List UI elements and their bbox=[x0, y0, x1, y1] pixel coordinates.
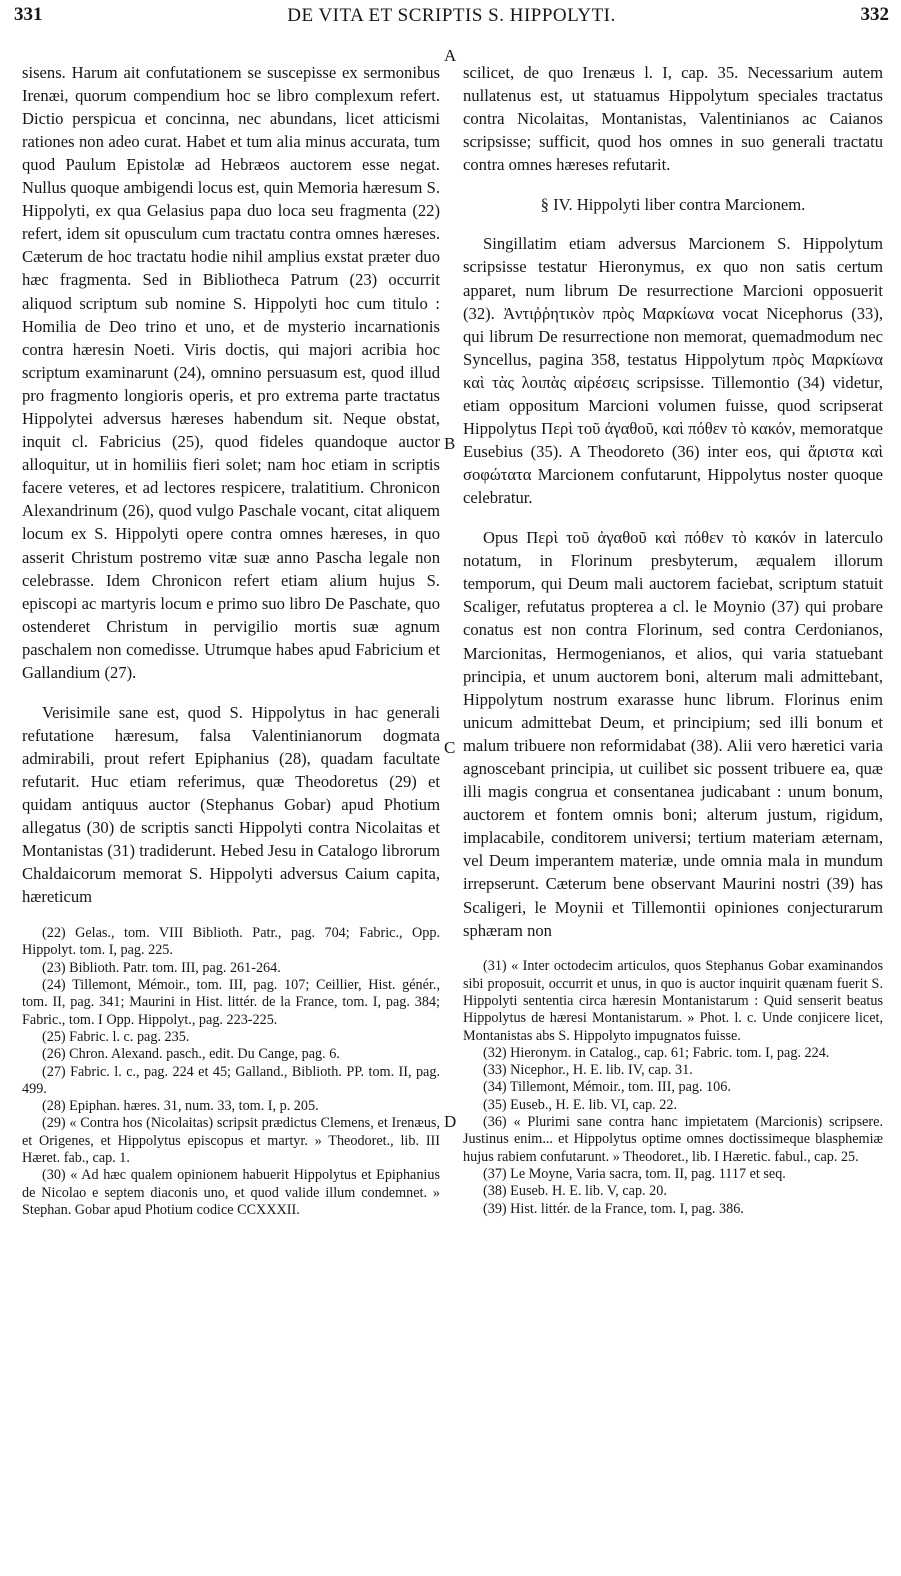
footnote-27: (27) Fabric. l. c., pag. 224 et 45; Galland., Biblioth. PP. tom. II, pag. 499. bbox=[22, 1063, 440, 1097]
left-body-text bbox=[22, 61, 440, 909]
footnote-31: (31) « Inter octodecim articulos, quos Stephanus Gobar examinandos sibi proposuit, occurrit et unus, in quo is auctor inquirit quænam fuerit S. Hippolyti sententia circa hæresin Montanistarum : Quid senserit beatus Hippolytus de hæresi Montanistarum. » Phot. l. c. Unde conjicere licet, Montanistas abs S. Hippolyto impugnatos fuisse. bbox=[463, 958, 883, 1044]
page-header bbox=[14, 4, 889, 34]
right-paragraph-1: Singillatim etiam adversus Marcionem S. Hippolytum scripsisse testatur Hieronymus, ex quo non satis certum apparet, num librum De resurrectione Marcioni opposuerit (32). Ἀντιῤῥητικὸν πρὸς Μαρκίωνα vocat Nicephorus (33), qui librum De resurrectione non memorat, quemadmodum nec Syncellus, pagina 358, testatus Hippolytum πρὸς Μαρκίωνα καὶ τὰς λοιπὰς αἱρέσεις scripsisse. Tillemontio (34) videtur, etiam oppositum Marcioni volumen fuisse, quod scripserat Hippolytus Περὶ τοῦ ἀγαθοῦ, καὶ πόθεν τὸ κακόν, memoratque Eusebius (35). A Theodoreto (36) inter eos, qui ἄριστα καὶ σοφώτατα Marcionem confutarunt, Hippolytus noster quoque celebratur. bbox=[463, 234, 883, 508]
footnote-28: (28) Epiphan. hæres. 31, num. 33, tom. I, p. 205. bbox=[42, 1098, 319, 1115]
right-column bbox=[463, 44, 883, 1218]
section-heading: § IV. Hippolyti liber contra Marcionem. bbox=[540, 194, 806, 214]
footnote-25: (25) Fabric. l. c. pag. 235. bbox=[42, 1028, 190, 1045]
margin-marker-d: D bbox=[444, 1112, 457, 1131]
footnote-37: (37) Le Moyne, Varia sacra, tom. II, pag. 1117 et seq. bbox=[483, 1165, 786, 1182]
right-body-text bbox=[463, 61, 883, 942]
page-number-right: 332 bbox=[860, 4, 889, 25]
margin-marker-b: B bbox=[444, 434, 456, 453]
footnote-39: (39) Hist. littér. de la France, tom. I, pag. 386. bbox=[483, 1200, 744, 1217]
footnote-33: (33) Nicephor., H. E. lib. IV, cap. 31. bbox=[483, 1062, 693, 1079]
footnote-34: (34) Tillemont, Mémoir., tom. III, pag. 106. bbox=[483, 1079, 731, 1096]
footnote-36: (36) « Plurimi sane contra hanc impietatem (Marcionis) scripsere. Justinus enim... et Hippolytus optime omnes doctissimeque blasphemiæ hujus rabiem confutarunt. » Theodoret., lib. I Hæretic. fabul., cap. 25. bbox=[463, 1114, 883, 1165]
right-intro-paragraph: scilicet, de quo Irenæus l. I, cap. 35. Necessarium autem nullatenus est, ut statuamus Hippolytum speciales tractatus contra Nicolaitas, Montanistas, Valentinianos ac Caianos scripsisse; sufficit, quod hos omnes in suo generali tractatu contra omnes hæreses refutarit. bbox=[463, 62, 883, 174]
left-paragraph-2: Verisimile sane est, quod S. Hippolytus in hac generali refutatione hæresum, falsa Valentinianorum dogmata admirabili, prout refert Epiphanius (28), quadam facultate refutarit. Huc etiam referimus, quæ Theodoretus (29) et quidam antiquus auctor (Stephanus Gobar) apud Photium allegatus (30) de scriptis sancti Hippolyti contra Nicolaitas et Montanistas (31) tradiderunt. Hebed Jesu in Catalogo librorum Chaldaicorum memorat S. Hippolyti adversus Caium capita, hæreticum bbox=[22, 702, 440, 907]
right-paragraph-2: Opus Περὶ τοῦ ἀγαθοῦ καὶ πόθεν τὸ κακόν in laterculo notatum, in Florinum presbyterum, æqualem illorum temporum, qui Deum mali auctorem faciebat, scriptum statuit Scaliger, refutatus propterea a cl. le Moynio (37) qui probare conatus est non contra Florinum, sed contra Cerdonianos, Marcionitas, Hermogenianos, et alios, qui varia statuebant principia, et unum auctorem boni, alterum mali admittebant, Hippolytum nostrum exarasse hunc librum. Florinus enim unicum admittebat Deum, et principium; sed illi bonum et malum tribuere non reformidabat (38). Alii vero hæretici varia agnoscebant principia, ut cuilibet sic possent tribuere ea, quæ illi magis congrua et consentanea judicabant : unum bonum, auctorem et fontem omnis boni; alterum justum, rigidum, implacabile, conditorem universi; tertium materiam æternam, vel Deum imperantem materiæ, unde omnia mala in mundum irrepserunt. Cæterum bene observant Maurini nostri (39) has Scaligeri, le Moynii et Tillemontii opiniones conjecturarum sphæram non bbox=[463, 528, 883, 940]
margin-marker-c: C bbox=[444, 738, 456, 757]
left-paragraph-1: sisens. Harum ait confutationem se suscepisse ex sermonibus Irenæi, quorum compendium hoc se libro complexum refert. Dictio perspicua et concinna, nec abundans, licet atticismi rationes non adeo curat. Habet et tum alia minus accurata, tum quod Paulum Epistolæ ad Hebræos auctorem esse negat. Nullus quoque ambigendi locus est, quin Memoria hæresum S. Hippolyti, ex qua Gelasius papa duo loca seu fragmenta (22) refert, idem sit opusculum cum tractatu contra omnes hæreses. Cæterum de hoc tractatu hodie nihil amplius exstat præter duo hæc fragmenta. Sed in Bibliotheca Patrum (23) occurrit aliquod scriptum sub nomine S. Hippolyti hoc cum titulo : Homilia de Deo trino et uno, et de mysterio incarnationis contra hæresin Noeti. Viris doctis, qui majori acribia hoc scriptum examinarunt (24), omnino persuasum est, quod illud pro fragmento longioris operis, et pro extrema parte tractatus Hippolytei adversus hæreses habendum sit. Neque obstat, inquit cl. Fabricius (25), quod fideles quandoque auctor alloquitur, ut in homiliis fieri solet; nam hoc etiam in scriptis facere veteres, et ad lectores respicere, tralatitium. Chronicon Alexandrinum (26), quod vulgo Paschale vocant, citat aliquem locum ex S. Hippolyti opere contra omnes hæreses, in quo asserit Christum postremo vitæ suæ anno Pascha legale non celebrasse. Idem Chronicon refert etiam alium hujus S. episcopi ac martyris locum e primo suo libro De Paschate, quo ostenderet Christum in pervigilio mortis suæ agnum paschalem non comedisse. Utrumque habes apud Fabricium et Gallandium (27). bbox=[22, 62, 440, 683]
running-title: DE VITA ET SCRIPTIS S. HIPPOLYTI. bbox=[287, 5, 616, 26]
left-footnotes bbox=[22, 925, 440, 1219]
footnote-35: (35) Euseb., H. E. lib. VI, cap. 22. bbox=[483, 1096, 677, 1113]
footnote-32: (32) Hieronym. in Catalog., cap. 61; Fabric. tom. I, pag. 224. bbox=[483, 1044, 830, 1061]
footnote-38: (38) Euseb. H. E. lib. V, cap. 20. bbox=[483, 1183, 667, 1200]
margin-marker-a: A bbox=[444, 46, 457, 65]
page-number-left: 331 bbox=[14, 4, 43, 25]
footnote-24: (24) Tillemont, Mémoir., tom. III, pag. 107; Ceillier, Hist. génér., tom. II, pag. 341; Maurini in Hist. littér. de la France, tom. I, pag. 384; Fabric., tom. I Opp. Hippolyt., pag. 223-225. bbox=[22, 977, 440, 1028]
footnote-26: (26) Chron. Alexand. pasch., edit. Du Cange, pag. 6. bbox=[42, 1046, 340, 1063]
footnote-29: (29) « Contra hos (Nicolaitas) scripsit prædictus Clemens, et Irenæus, et Origenes, et Hippolytus episcopus et martyr. » Theodoret., lib. III Hæret. fab., cap. 1. bbox=[22, 1115, 440, 1167]
left-column bbox=[22, 44, 440, 1219]
footnote-22: (22) Gelas., tom. VIII Biblioth. Patr., pag. 704; Fabric., Opp. Hippolyt. tom. I, pag. 225. bbox=[22, 925, 440, 959]
footnote-30: (30) « Ad hæc qualem opinionem habuerit Hippolytus et Epiphanius de Nicolao e septem diaconis uno, et quod valide illum condemnet. » Stephan. Gobar apud Photium codice CCXXXII. bbox=[22, 1167, 440, 1218]
footnote-23: (23) Biblioth. Patr. tom. III, pag. 261-264. bbox=[42, 959, 281, 976]
right-footnotes bbox=[463, 958, 883, 1217]
